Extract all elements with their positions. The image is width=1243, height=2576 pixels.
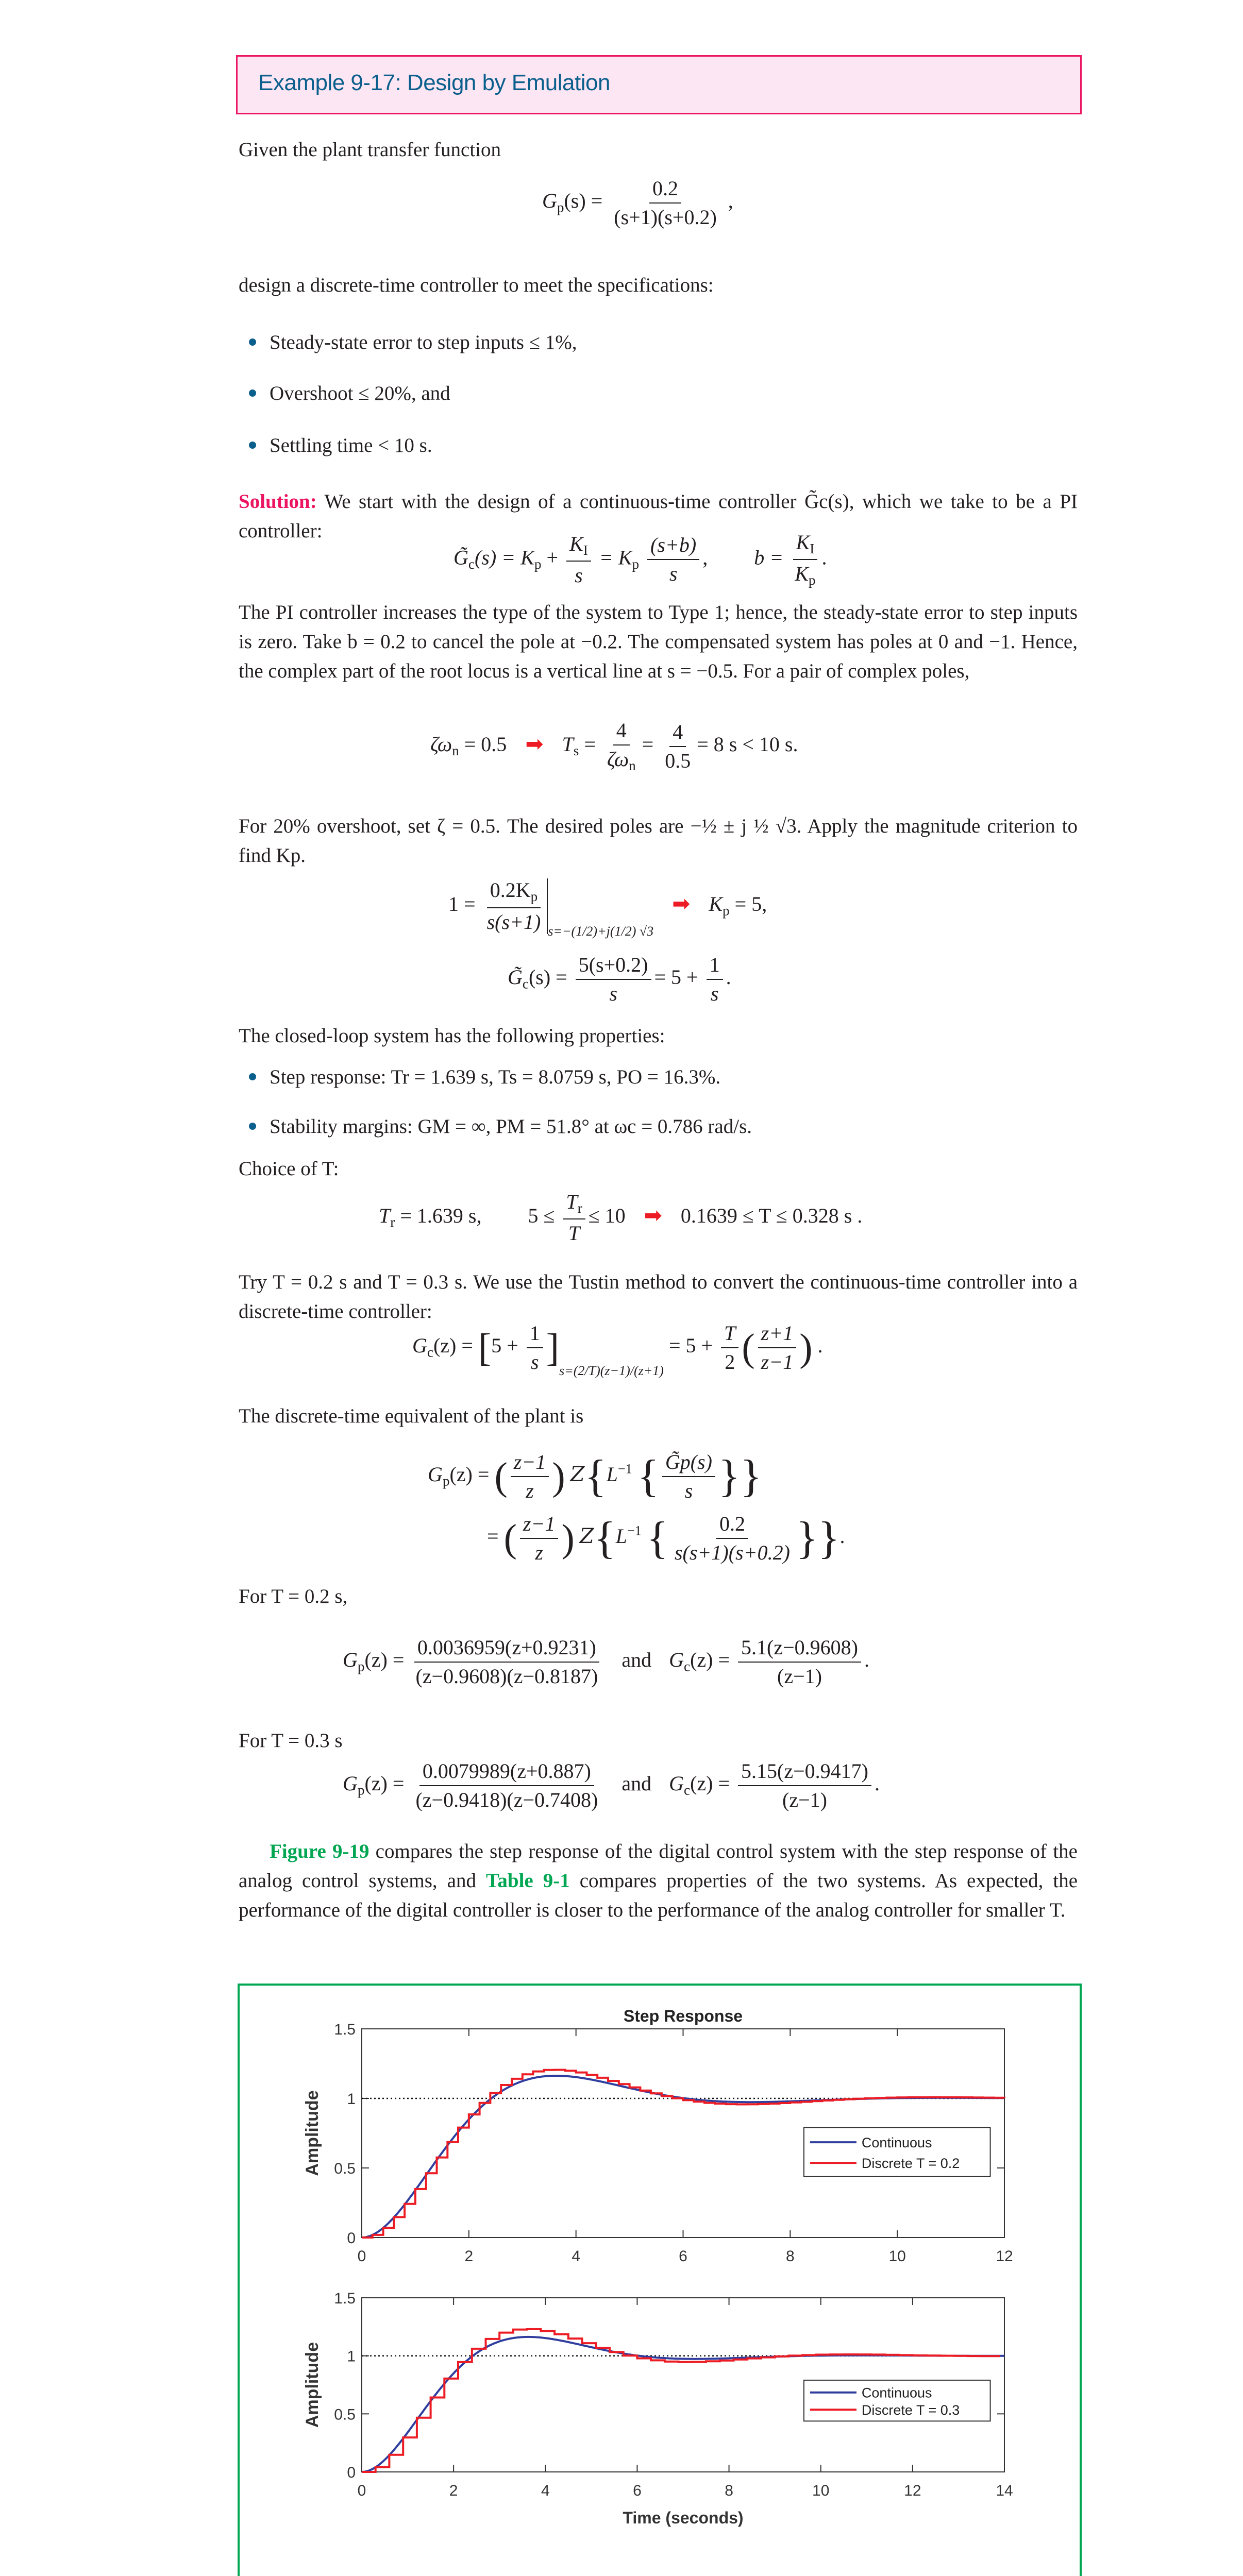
- laplace-symbol: L: [615, 1524, 628, 1548]
- fraction: [412, 1636, 601, 1688]
- y-tick-label: 1: [347, 2091, 356, 2108]
- denominator: s: [531, 1350, 539, 1374]
- numerator: 0.0036959(z+0.9231): [414, 1636, 599, 1663]
- eq-text: 0.1639 ≤ T ≤ 0.328 s .: [680, 1204, 863, 1227]
- eq-subscript: c: [522, 976, 529, 992]
- denominator: (z−0.9608)(z−0.8187): [415, 1665, 598, 1688]
- eq-symbol: T: [379, 1204, 391, 1227]
- eq-text: ,: [728, 189, 733, 213]
- eq-text: 5 +: [491, 1334, 518, 1358]
- numerator: 4: [613, 719, 630, 745]
- eq-text: (z) =: [449, 1463, 490, 1486]
- eq-text: = 1.639 s,: [395, 1204, 482, 1227]
- bullet-icon: [249, 1123, 256, 1130]
- numerator: 0.2: [716, 1512, 748, 1539]
- x-tick-label: 2: [464, 2248, 474, 2265]
- spec-item: Steady-state error to step inputs ≤ 1%,: [270, 331, 577, 353]
- denominator: (z−1): [782, 1788, 827, 1811]
- x-tick-label: 2: [449, 2482, 458, 2499]
- numerator: z+1: [758, 1321, 797, 1348]
- denominator: (z−1): [777, 1665, 822, 1688]
- x-tick-label: 0: [357, 2248, 366, 2265]
- eq-symbol: G: [343, 1772, 358, 1795]
- eq-subscript: p: [557, 199, 564, 215]
- y-axis-label: Amplitude: [303, 2342, 322, 2428]
- eq-symbol: G: [669, 1648, 684, 1672]
- eq-text: (s) = K: [474, 546, 534, 569]
- numerator: 0.2: [649, 177, 681, 204]
- eq-superscript: −1: [617, 1461, 632, 1477]
- eq-text: .: [821, 546, 827, 569]
- step-response-plot-t03: [303, 2290, 1013, 2527]
- eq-text: = 0.5: [459, 732, 507, 756]
- pi-controller-equation: [453, 531, 827, 589]
- eq-text: 1 =: [448, 892, 476, 916]
- eq-symbol: G̃: [453, 546, 468, 569]
- numerator: 5.1(z−0.9608): [738, 1636, 861, 1663]
- eq-symbol: K: [569, 532, 583, 555]
- eq-text: = 5 +: [668, 1334, 713, 1358]
- numerator: 4: [669, 720, 686, 747]
- arrow-right-icon: ➡: [525, 731, 544, 756]
- example-title-box: [236, 55, 1082, 114]
- solution-paragraph-5: Choice of T:: [239, 1158, 339, 1180]
- eq-symbol: K: [795, 562, 809, 586]
- legend-label-discrete: Discrete T = 0.2: [861, 2156, 960, 2172]
- numerator: [563, 1190, 585, 1219]
- y-tick-label: 0.5: [334, 2406, 356, 2424]
- solution-label: Solution:: [239, 490, 317, 513]
- eq-text: (z) =: [690, 1648, 730, 1672]
- figure-link[interactable]: Figure 9-19: [270, 1840, 369, 1862]
- x-tick-label: 12: [996, 2248, 1013, 2265]
- eq-subscript: p: [357, 1782, 365, 1798]
- eq-subscript: p: [534, 556, 542, 572]
- x-tick-label: 4: [541, 2482, 550, 2499]
- x-axis-label: Time (seconds): [623, 2509, 744, 2527]
- eq-symbol: G̃: [508, 965, 523, 989]
- eq-text: .: [817, 1334, 823, 1358]
- t02-equations: [343, 1636, 869, 1688]
- fraction: [647, 533, 699, 586]
- fraction: [566, 532, 591, 587]
- y-tick-label: 0: [347, 2230, 356, 2247]
- spec-item: Settling time < 10 s.: [270, 434, 432, 456]
- eq-text: (z) =: [433, 1334, 473, 1358]
- numerator: 0.0079989(z+0.887): [419, 1759, 594, 1786]
- numerator: z−1: [511, 1450, 549, 1477]
- x-tick-label: 12: [904, 2482, 921, 2499]
- eq-symbol: K: [709, 892, 723, 916]
- fraction: [738, 1759, 871, 1812]
- t03-equations: [343, 1759, 880, 1812]
- y-tick-label: 0.5: [334, 2160, 356, 2177]
- intro-given: Given the plant transfer function: [239, 139, 501, 161]
- eq-text: =: [579, 732, 596, 756]
- eq-subscript: r: [577, 1200, 582, 1216]
- denominator: (z−0.9418)(z−0.7408): [415, 1788, 598, 1811]
- numerator: [566, 532, 591, 562]
- eq-subscript: c: [427, 1344, 433, 1360]
- spec-item: Overshoot ≤ 20%, and: [270, 382, 450, 404]
- numerator: 5(s+0.2): [576, 953, 651, 980]
- settling-time-equation: $\zeta\omega_n = 0.5$ ➡ $T_s$ = $\frac{4}{\zeta\omega_n}$ = $\frac{4}{0.5}$ = 8 s < 10 s.: [430, 719, 798, 774]
- solution-paragraph-3: For 20% overshoot, set ζ = 0.5. The desired poles are −½ ± j ½ √3. Apply the magnitude criterion to find Kp.: [239, 815, 1078, 867]
- solution-paragraph-6: Try T = 0.2 s and T = 0.3 s. We use the Tustin method to convert the continuous-time controller into a discrete-time controller:: [239, 1271, 1078, 1323]
- numerator: 1: [707, 953, 723, 980]
- eq-symbol: ζω: [430, 732, 452, 756]
- z-transform-symbol: Z: [579, 1524, 594, 1549]
- gc-s-equation: [508, 953, 731, 1006]
- fraction: [707, 953, 723, 1006]
- numerator: 5.15(z−0.9417): [738, 1759, 871, 1786]
- property-text: Tr = 1.639 s, Ts = 8.0759 s, PO = 16.3%.: [391, 1066, 721, 1088]
- eq-subscript: p: [357, 1658, 365, 1674]
- legend-label-continuous: Continuous: [861, 2385, 932, 2401]
- x-tick-label: 0: [357, 2482, 366, 2499]
- fraction: [671, 1512, 793, 1565]
- step-response-plot-t02: [303, 2007, 1013, 2265]
- eq-text: +: [541, 546, 564, 569]
- x-tick-label: 10: [888, 2248, 906, 2265]
- solution-paragraph-2: The PI controller increases the type of the system to Type 1; hence, the steady-state error to step inputs is zero. Take b = 0.2 to cancel the pole at −0.2. The compensated system has poles at 0 and −1. Hence, the complex part of the root locus is a vertical line at s = −0.5. For a pair of complex poles,: [239, 601, 1078, 682]
- eq-subscript: c: [684, 1658, 691, 1674]
- denominator: s: [684, 1479, 693, 1502]
- fraction: [611, 177, 720, 229]
- eq-subscript: s: [573, 743, 579, 759]
- fraction: [527, 1321, 543, 1374]
- bullet-icon: [249, 442, 256, 449]
- fraction: [604, 719, 639, 774]
- property-text: GM = ∞, PM = 51.8° at ωc = 0.786 rad/s.: [417, 1115, 752, 1138]
- eq-symbol: T: [566, 1190, 578, 1213]
- eq-subscript: n: [629, 758, 636, 774]
- arrow-right-icon: ➡: [672, 891, 691, 917]
- denominator: s: [710, 982, 719, 1005]
- zoh-equation-line-1: $G_p(z)$ = ( $\frac{z-1}{z}$ ) $Z\{L^{-1}$ { $\frac{G̃p(s)}{s}$ }}: [428, 1450, 762, 1502]
- denominator: s: [609, 982, 617, 1005]
- eval-subscript: s=−(1/2)+j(1/2) √3: [548, 924, 654, 939]
- x-tick-label: 6: [679, 2248, 687, 2265]
- chart-title: Step Response: [623, 2007, 743, 2025]
- denominator: z: [535, 1541, 543, 1564]
- eq-symbol: T: [562, 732, 574, 756]
- fraction: [662, 1450, 715, 1503]
- eval-subscript: s=(2/T)(z−1)/(z+1): [559, 1363, 664, 1379]
- eq-symbol: 0.2K: [490, 878, 531, 902]
- numerator: [793, 531, 818, 560]
- eq-subscript: p: [442, 1473, 450, 1489]
- y-tick-label: 1.5: [334, 2290, 356, 2307]
- property-item: [270, 1062, 1073, 1092]
- eq-text: and: [622, 1648, 652, 1672]
- y-tick-label: 1.5: [334, 2021, 356, 2038]
- eq-symbol: K: [796, 531, 810, 554]
- fraction: [520, 1512, 559, 1565]
- fraction: [484, 878, 544, 934]
- fraction: [563, 1190, 585, 1245]
- eq-text: ≤ 10: [588, 1204, 626, 1227]
- eq-subscript: p: [530, 889, 538, 905]
- property-label: Stability margins:: [270, 1115, 418, 1138]
- arrow-right-icon: ➡: [644, 1202, 662, 1228]
- eq-text: (z) =: [690, 1772, 730, 1795]
- eq-subscript: n: [452, 743, 459, 759]
- property-item: [270, 1112, 1073, 1141]
- fraction: [511, 1450, 549, 1503]
- denominator: [604, 745, 639, 774]
- eq-subscript: p: [723, 903, 730, 919]
- fraction: [738, 1636, 861, 1688]
- eq-text: (z) =: [364, 1648, 405, 1672]
- eq-text: 5 ≤: [528, 1204, 555, 1227]
- denominator: T: [568, 1222, 580, 1245]
- eq-text: .: [839, 1524, 845, 1548]
- eq-text: (s) =: [564, 189, 603, 213]
- numerator: 1: [527, 1321, 543, 1348]
- numerator: z−1: [520, 1512, 559, 1539]
- solution-text: We start with the design of a continuous-time controller G̃c(s), which we take to be a PI controller:: [239, 490, 1078, 542]
- numerator: (s+b): [647, 533, 699, 560]
- eq-subscript: r: [390, 1214, 395, 1230]
- y-axis-label: Amplitude: [303, 2090, 322, 2176]
- laplace-symbol: L: [606, 1463, 618, 1486]
- eq-text: = K: [594, 546, 632, 569]
- eq-subscript: I: [583, 542, 588, 558]
- eq-subscript: c: [468, 556, 475, 572]
- y-tick-label: 0: [347, 2464, 356, 2481]
- y-tick-label: 1: [347, 2348, 356, 2365]
- solution-paragraph-10: [239, 1837, 1078, 1925]
- numerator: T: [721, 1321, 738, 1348]
- step-response-figure: [240, 1986, 1079, 2576]
- bullet-icon: [249, 338, 256, 346]
- bullet-icon: [249, 389, 256, 397]
- solution-paragraph-9: For T = 0.3 s: [239, 1730, 343, 1752]
- property-label: Step response:: [270, 1066, 391, 1088]
- z-transform-symbol: Z: [570, 1463, 585, 1487]
- denominator: s: [669, 562, 678, 586]
- eq-superscript: −1: [627, 1523, 642, 1538]
- eq-text: = 5,: [729, 892, 767, 916]
- x-tick-label: 8: [785, 2248, 795, 2265]
- solution-paragraph-7: The discrete-time equivalent of the plant is: [239, 1405, 584, 1427]
- eq-subscript: p: [632, 556, 640, 572]
- paragraph-text: compares the step response of the digital control system with the step response of the analog control systems, and: [239, 1840, 1078, 1892]
- eq-symbol: G: [428, 1463, 443, 1486]
- x-tick-label: 14: [996, 2482, 1013, 2499]
- eq-text: = 8 s < 10 s.: [697, 732, 798, 756]
- denominator: z: [526, 1479, 534, 1502]
- eq-symbol: G: [669, 1772, 684, 1795]
- eq-subscript: I: [810, 541, 815, 557]
- sampling-choice-equation: [379, 1190, 862, 1245]
- fraction: [662, 720, 694, 773]
- fraction: [576, 953, 651, 1006]
- denominator: s(s+1): [486, 910, 541, 934]
- eq-symbol: ζω: [607, 748, 629, 771]
- eq-symbol: G: [412, 1334, 427, 1358]
- bullet-icon: [249, 1073, 256, 1080]
- denominator: z−1: [761, 1350, 794, 1374]
- eq-text: = 5 +: [654, 965, 698, 989]
- fraction: [412, 1759, 601, 1812]
- table-link[interactable]: Table 9-1: [485, 1870, 570, 1892]
- eq-text: =: [487, 1524, 499, 1548]
- denominator: 2: [725, 1350, 735, 1374]
- example-title: Example 9-17: Design by Emulation: [258, 70, 610, 95]
- zoh-equation-line-2: = ( $\frac{z-1}{z}$ ) $Z\{L^{-1}$ { $\frac{0.2}{s(s+1)(s+0.2)}$ }}.: [487, 1512, 845, 1564]
- paragraph-text: compares properties of the two systems. As expected, the performance of the digital controller is closer to the performance of the analog controller for smaller T.: [239, 1870, 1078, 1921]
- x-tick-label: 10: [812, 2482, 830, 2499]
- eq-text: .: [726, 965, 731, 989]
- fraction: [792, 531, 818, 589]
- legend-label-discrete: Discrete T = 0.3: [861, 2402, 960, 2418]
- eq-text: .: [874, 1772, 880, 1795]
- solution-paragraph-8: For T = 0.2 s,: [239, 1585, 348, 1607]
- x-tick-label: 8: [725, 2482, 733, 2499]
- legend-label-continuous: Continuous: [861, 2135, 932, 2151]
- eq-symbol: G: [343, 1648, 358, 1672]
- magnitude-criterion-equation: [448, 878, 767, 939]
- eq-text: and: [622, 1772, 652, 1795]
- numerator: G̃p(s): [662, 1450, 715, 1477]
- eq-text: (s) =: [528, 965, 567, 989]
- eq-text: .: [864, 1648, 869, 1672]
- tustin-equation: $G_c(z) = [5$ + $\frac{1}{s}$ ]$_{s=(2/T)(z-1)/(z+1)} = 5$ + $\frac{T}{2}$ ( $\frac{z+1}{z-1}$ ) .: [412, 1321, 823, 1379]
- fraction: [721, 1321, 738, 1374]
- intro-design: design a discrete-time controller to meet the specifications:: [239, 274, 714, 296]
- x-tick-label: 6: [633, 2482, 642, 2499]
- eq-text: b =: [754, 546, 784, 569]
- eq-text: (z) =: [364, 1772, 405, 1795]
- eq-text: ,: [702, 546, 708, 569]
- denominator: s(s+1)(s+0.2): [674, 1541, 790, 1564]
- denominator: s: [575, 564, 583, 587]
- eq-symbol: G: [542, 189, 557, 213]
- fraction: [758, 1321, 797, 1374]
- denominator: 0.5: [665, 749, 691, 772]
- x-tick-label: 4: [572, 2248, 581, 2265]
- numerator: [487, 878, 541, 908]
- solution-paragraph-4: The closed-loop system has the following properties:: [239, 1025, 665, 1047]
- eq-subscript: c: [684, 1782, 691, 1798]
- denominator: (s+1)(s+0.2): [614, 206, 717, 229]
- plant-equation: [542, 177, 733, 229]
- denominator: [792, 560, 818, 588]
- eq-subscript: p: [808, 572, 816, 588]
